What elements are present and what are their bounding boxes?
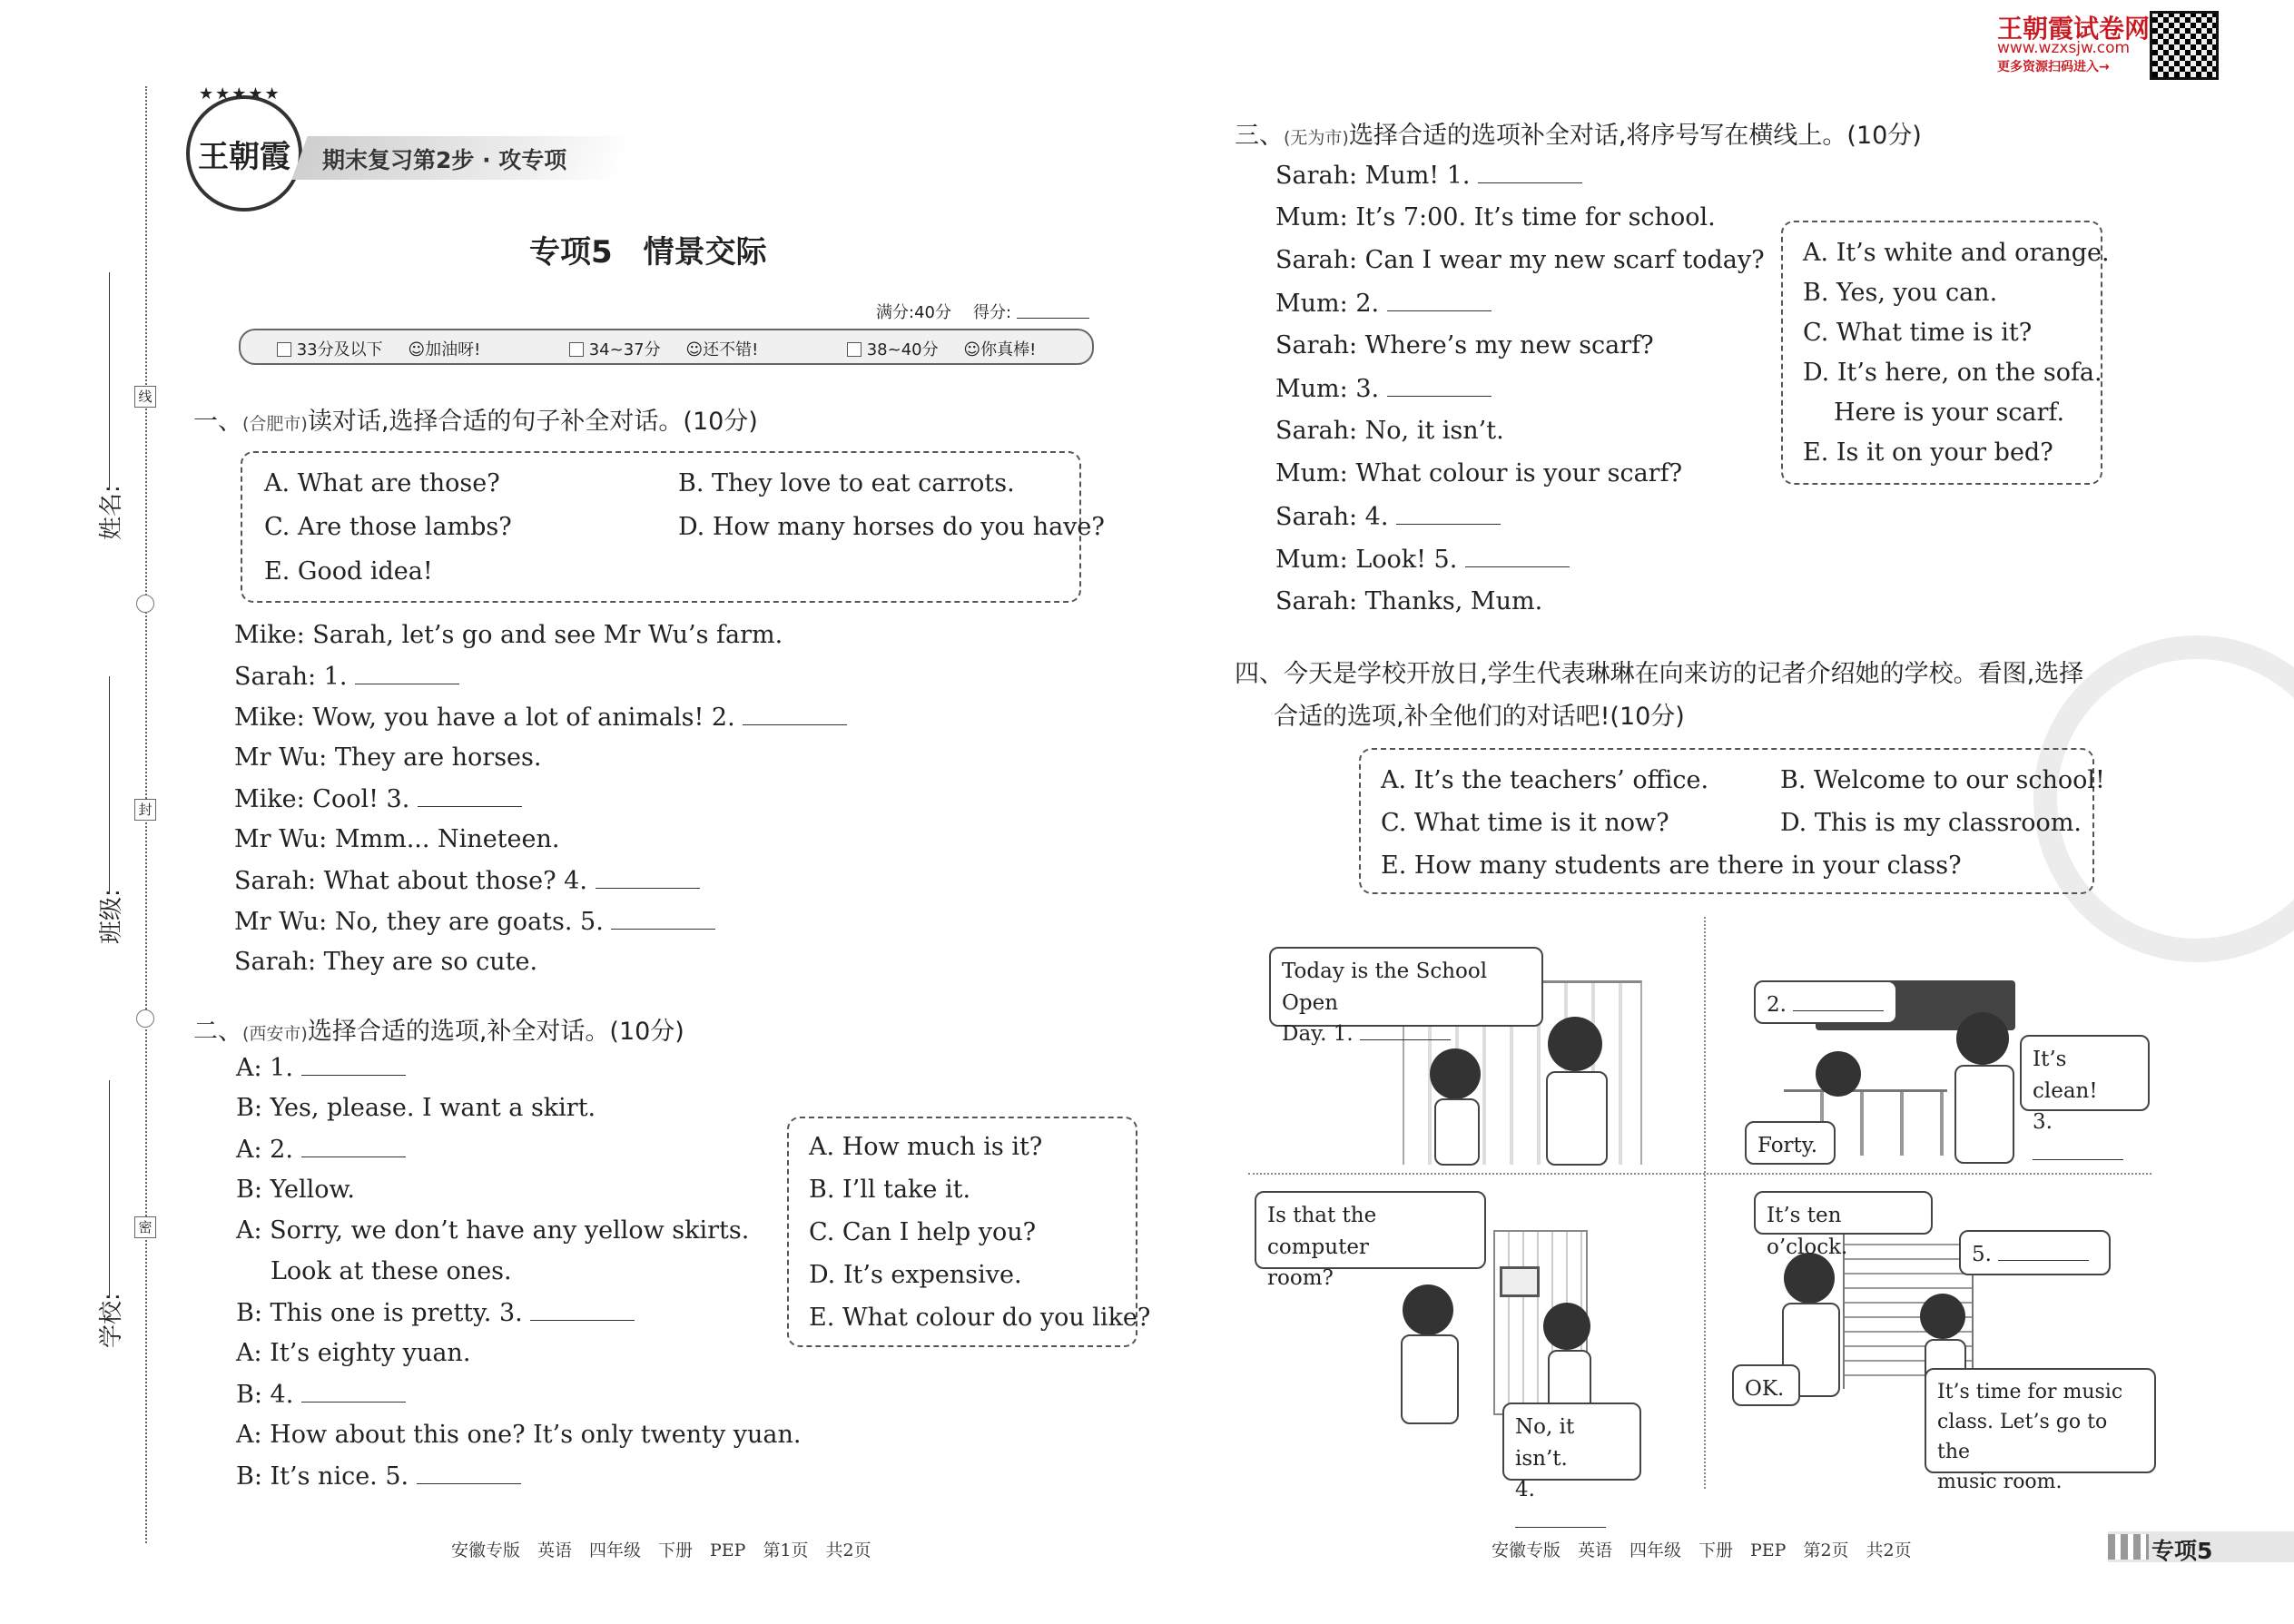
q2-line-9: B: 4.: [236, 1382, 802, 1422]
binding-hole-2: [136, 1009, 154, 1028]
reporter-figure-icon: [1956, 1012, 2009, 1065]
bubble-p4-time: It’s ten o’clock.: [1754, 1191, 1933, 1235]
q1-line-9: Sarah: They are so cute.: [234, 948, 538, 976]
reporter-figure-icon: [1548, 1017, 1602, 1071]
school-field[interactable]: [109, 1080, 110, 1298]
q3-line-11: Sarah: Thanks, Mum.: [1275, 587, 1543, 615]
q3-option-b: B. Yes, you can.: [1803, 279, 1998, 307]
q3-option-d-cont: Here is your scarf.: [1834, 399, 2065, 427]
answer-blank[interactable]: [1396, 504, 1501, 525]
seal-char-mi: 密: [134, 1216, 156, 1238]
answer-blank[interactable]: [1387, 290, 1492, 311]
girl-figure-icon: [1920, 1294, 1965, 1339]
q3-line-9: Sarah: 4.: [1275, 504, 1765, 546]
q3-line-5: Sarah: Where’s my new scarf?: [1275, 331, 1654, 359]
answer-blank[interactable]: [1465, 546, 1570, 567]
q4-option-d: D. This is my classroom.: [1780, 809, 2082, 837]
answer-blank[interactable]: [1515, 1507, 1606, 1528]
q1-option-b: B. They love to eat carrots.: [678, 469, 1015, 497]
q2-line-10: A: How about this one? It’s only twenty yuan.: [236, 1421, 802, 1449]
site-hint: 更多资源扫码进入→: [1997, 60, 2110, 74]
q4-option-a: A. It’s the teachers’ office.: [1381, 766, 1709, 794]
checkbox[interactable]: [277, 342, 291, 357]
footer-right: 安徽专版 英语 四年级 下册 PEP 第2页 共2页: [1492, 1540, 1912, 1560]
q1-line-4: Mr Wu: They are horses.: [234, 743, 542, 772]
answer-blank[interactable]: [743, 704, 847, 725]
bubble-p3-question: Is that the computer room?: [1255, 1191, 1486, 1269]
q2-line-8: A: It’s eighty yuan.: [236, 1339, 471, 1367]
bubble-p1-welcome: Today is the School Open Day. 1.: [1269, 947, 1543, 1027]
logo-stars: ★★★★★: [199, 84, 281, 103]
q2-option-b: B. I’ll take it.: [809, 1176, 971, 1204]
rating-range: 38~40分: [866, 340, 939, 359]
answer-blank[interactable]: [530, 1300, 635, 1321]
bubble-p4-answer: 5.: [1959, 1230, 2111, 1275]
picture-divider-horizontal: [1248, 1173, 2151, 1175]
q2-option-e: E. What colour do you like?: [809, 1304, 1151, 1332]
picture-divider-vertical: [1704, 917, 1706, 1489]
rating-comment: 加油呀!: [425, 340, 481, 359]
q2-line-3: A: 2.: [236, 1137, 802, 1177]
score-got: 得分:: [973, 303, 1012, 322]
q2-dialogue: [236, 1055, 802, 1504]
answer-blank[interactable]: [301, 1382, 406, 1403]
rating-option-2[interactable]: [569, 337, 758, 360]
q1-option-e: E. Good idea!: [264, 557, 433, 586]
q3-line-2: Mum: It’s 7:00. It’s time for school.: [1275, 203, 1716, 231]
girl-figure-icon: [1543, 1303, 1590, 1350]
q1-line-6: Mr Wu: Mmm... Nineteen.: [234, 825, 560, 853]
q3-option-e: E. Is it on your bed?: [1803, 438, 2053, 467]
q1-line-2: Sarah: 1.: [234, 664, 847, 704]
rating-option-3[interactable]: [847, 337, 1036, 360]
score-field[interactable]: [1017, 318, 1089, 319]
answer-blank[interactable]: [355, 664, 459, 684]
q1-option-d: D. How many horses do you have?: [678, 513, 1105, 541]
q2-options-box: [787, 1117, 1151, 1347]
q1-line-5: Mike: Cool! 3.: [234, 786, 847, 827]
name-label: 姓名:: [98, 485, 125, 540]
checkbox[interactable]: [847, 342, 861, 357]
answer-blank[interactable]: [418, 786, 522, 807]
q4-option-b: B. Welcome to our school!: [1780, 766, 2105, 794]
name-field[interactable]: [109, 272, 110, 490]
class-field[interactable]: [109, 676, 110, 894]
site-name: 王朝霞试卷网: [1997, 14, 2151, 44]
q4-heading-line-2: 合适的选项,补全他们的对话吧!(10分): [1274, 703, 1685, 731]
binding-hole-1: [136, 595, 154, 613]
q1-line-1: Mike: Sarah, let’s go and see Mr Wu’s farm.: [234, 621, 783, 649]
q3-line-3: Sarah: Can I wear my new scarf today?: [1275, 246, 1765, 274]
checkbox[interactable]: [569, 342, 584, 357]
rating-bar: [239, 329, 1094, 365]
q2-option-d: D. It’s expensive.: [809, 1261, 1022, 1289]
answer-blank[interactable]: [611, 909, 715, 930]
qr-code-icon[interactable]: [2150, 11, 2219, 80]
answer-blank[interactable]: [417, 1463, 521, 1484]
answer-blank[interactable]: [2033, 1139, 2123, 1160]
q4-option-e: E. How many students are there in your class?: [1381, 851, 1962, 880]
q3-heading: 三、(无为市)选择合适的选项补全对话,将序号写在横线上。(10分): [1235, 122, 1922, 150]
q2-option-c: C. Can I help you?: [809, 1218, 1037, 1246]
q3-line-6: Mum: 3.: [1275, 376, 1765, 418]
q2-option-a: A. How much is it?: [809, 1133, 1043, 1161]
q2-line-7: B: This one is pretty. 3.: [236, 1300, 802, 1341]
q4-heading-line-1: 四、今天是学校开放日,学生代表琳琳在向来访的记者介绍她的学校。看图,选择: [1235, 660, 2084, 688]
rating-comment: 你真棒!: [980, 340, 1037, 359]
bubble-p2-forty: Forty.: [1745, 1121, 1836, 1165]
q3-line-7: Sarah: No, it isn’t.: [1275, 417, 1504, 445]
q1-line-3: Mike: Wow, you have a lot of animals! 2.: [234, 704, 847, 745]
q1-dialogue: [234, 623, 847, 990]
bubble-p3-answer: No, it isn’t. 4.: [1502, 1403, 1641, 1481]
footer-left: 安徽专版 英语 四年级 下册 PEP 第1页 共2页: [451, 1540, 871, 1560]
answer-blank[interactable]: [1478, 162, 1582, 183]
answer-blank[interactable]: [1793, 990, 1884, 1011]
q3-line-1: Sarah: Mum! 1.: [1275, 162, 1765, 205]
reporter-body: [1401, 1334, 1459, 1424]
girl-body: [1434, 1098, 1480, 1166]
rating-option-1[interactable]: [277, 337, 480, 360]
q1-options-box: [241, 451, 1105, 603]
q1-option-a: A. What are those?: [264, 469, 500, 497]
q3-options-box: [1781, 221, 2110, 485]
q2-line-1: A: 1.: [236, 1055, 802, 1096]
page-title: 专项5 情景交际: [529, 234, 767, 271]
q3-option-d: D. It’s here, on the sofa.: [1803, 359, 2102, 387]
bubble-p4-ok: OK.: [1732, 1364, 1800, 1406]
q1-line-8: Mr Wu: No, they are goats. 5.: [234, 909, 847, 950]
q1-line-7: Sarah: What about those? 4.: [234, 868, 847, 909]
seal-char-feng: 封: [134, 799, 156, 821]
seal-char-xian: 线: [134, 386, 156, 408]
site-url[interactable]: www.wzxsjw.com: [1997, 39, 2131, 57]
girl-figure-icon: [1816, 1051, 1861, 1097]
q2-line-6: Look at these ones.: [271, 1257, 512, 1285]
banner-text: 期末复习第2步 · 攻专项: [322, 147, 567, 173]
q1-heading: 一、(合肥市)读对话,选择合适的句子补全对话。(10分): [193, 408, 758, 436]
q3-line-10: Mum: Look! 5.: [1275, 546, 1765, 589]
reporter-body: [1954, 1065, 2014, 1164]
q2-line-2: B: Yes, please. I want a skirt.: [236, 1094, 596, 1122]
answer-blank[interactable]: [1387, 376, 1492, 397]
girl-figure-icon: [1430, 1048, 1481, 1099]
q2-line-5: A: Sorry, we don’t have any yellow skirts.: [236, 1216, 750, 1245]
score-full: 满分:40分: [876, 303, 951, 322]
q3-line-4: Mum: 2.: [1275, 290, 1765, 333]
q2-line-11: B: It’s nice. 5.: [236, 1463, 802, 1504]
smiley-icon: ☺: [408, 340, 426, 359]
computer-icon: [1500, 1266, 1540, 1297]
rating-range: 33分及以下: [296, 340, 383, 359]
q3-option-a: A. It’s white and orange.: [1803, 239, 2110, 267]
q3-option-c: C. What time is it?: [1803, 319, 2033, 347]
class-label: 班级:: [98, 889, 125, 944]
school-label: 学校:: [98, 1293, 125, 1348]
smiley-icon: ☺: [685, 340, 704, 359]
bubble-p2-question: 2.: [1754, 980, 1897, 1024]
rating-comment: 还不错!: [703, 340, 759, 359]
reporter-body: [1546, 1071, 1608, 1166]
answer-blank[interactable]: [1998, 1240, 2089, 1261]
answer-blank[interactable]: [596, 868, 700, 889]
answer-blank[interactable]: [301, 1055, 406, 1076]
brand-logo: [186, 84, 302, 212]
bubble-p2-clean: It’s clean! 3.: [2020, 1035, 2150, 1111]
q4-options-box: [1359, 748, 2105, 894]
answer-blank[interactable]: [1360, 1019, 1451, 1040]
q3-dialogue: [1275, 162, 1765, 632]
smiley-icon: ☺: [963, 340, 981, 359]
q2-line-4: B: Yellow.: [236, 1176, 355, 1204]
q3-line-8: Mum: What colour is your scarf?: [1275, 459, 1683, 487]
footer-tag: 专项5: [2151, 1538, 2213, 1564]
q1-option-c: C. Are those lambs?: [264, 513, 512, 541]
logo-text: 王朝霞: [198, 139, 290, 175]
rating-range: 34~37分: [588, 340, 661, 359]
answer-blank[interactable]: [301, 1137, 406, 1157]
bubble-p4-music: It’s time for music class. Let’s go to the music room.: [1925, 1368, 2156, 1473]
footer-tag-decor: [2108, 1534, 2149, 1560]
q4-option-c: C. What time is it now?: [1381, 809, 1669, 837]
q2-heading: 二、(西安市)选择合适的选项,补全对话。(10分): [193, 1018, 684, 1046]
